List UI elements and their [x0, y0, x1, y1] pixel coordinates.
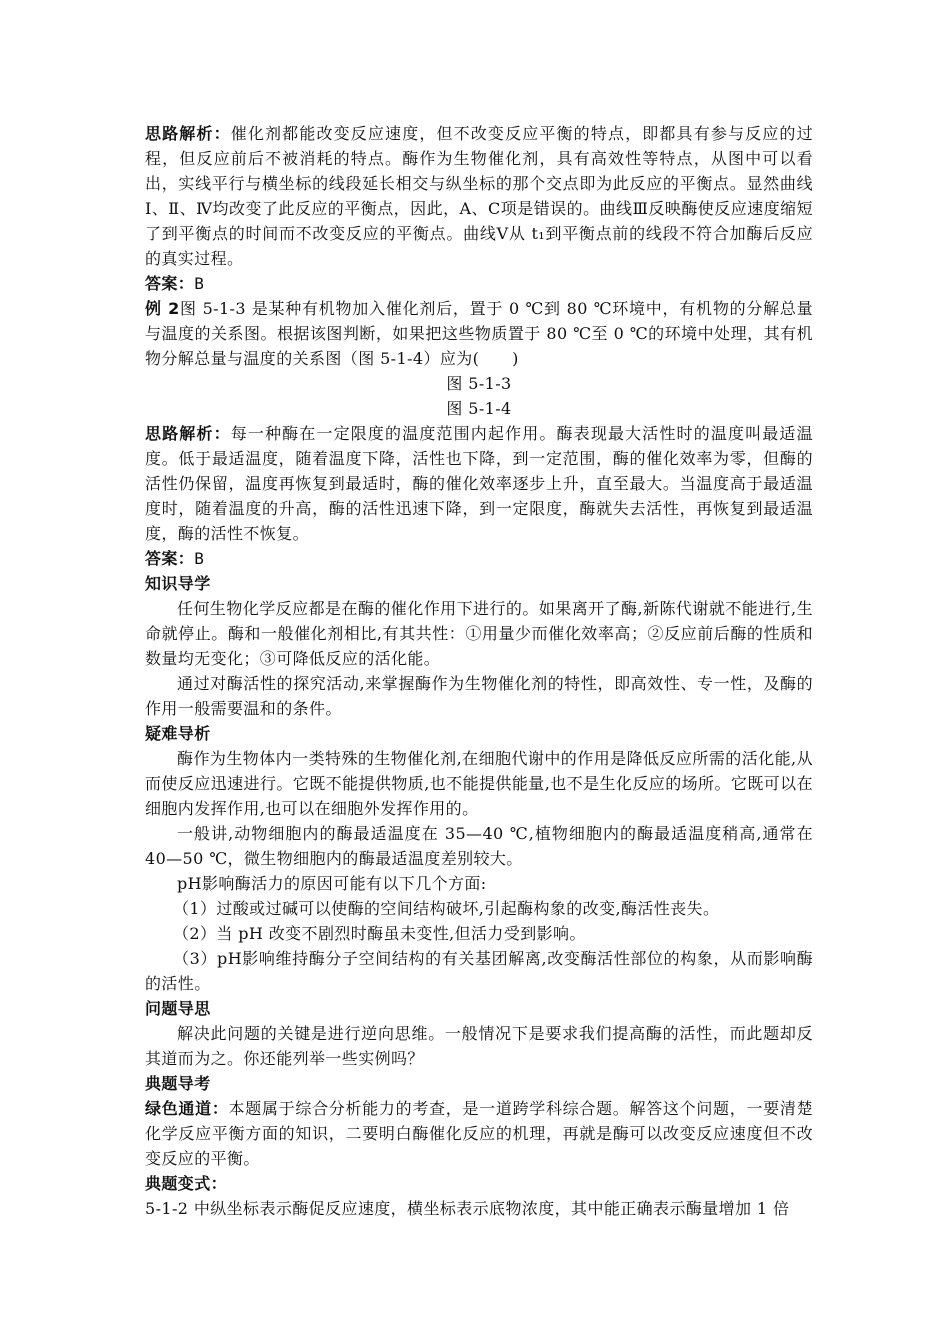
body-paragraph: 通过对酶活性的探究活动,来掌握酶作为生物催化剂的特性，即高效性、专一性，及酶的作用一般需要温和的条件。 — [145, 674, 813, 718]
answer-line-1 — [145, 271, 813, 296]
example-2-paragraph — [145, 296, 813, 371]
body-paragraph: 解决此问题的关键是进行逆向思维。一般情况下是要求我们提高酶的活性，而此题却反其道而为之。你还能列举一些实例吗？ — [145, 1024, 813, 1068]
answer-label: 答案： — [145, 549, 195, 568]
figure-caption-5-1-4: 图 5-1-4 — [446, 399, 512, 418]
example-label: 例 2 — [145, 299, 180, 318]
analysis-label: 思路解析： — [145, 424, 231, 443]
green-channel-text: 本题属于综合分析能力的考查，是一道跨学科综合题。解答这个问题，一要清楚化学反应平衡方面的知识，二要明白酶催化反应的机理，再就是酶可以改变反应速度但不改变反应的平衡。 — [145, 1099, 813, 1168]
document-page — [145, 121, 813, 1221]
green-channel-paragraph — [145, 1096, 813, 1171]
answer-label: 答案： — [145, 274, 195, 293]
body-paragraph: pH影响酶活力的原因可能有以下几个方面: — [177, 874, 487, 893]
section-heading-wenti: 问题导思 — [145, 999, 211, 1018]
answer-value: B — [194, 274, 205, 293]
example-text: 图 5-1-3 是某种有机物加入催化剂后，置于 0 ℃到 80 ℃环境中，有机物的分解总量与温度的关系图。根据该图判断，如果把这些物质置于 80 ℃至 0 ℃的环境中处理，其有机物分解总量与温度的关系图（图 5-1-4）应为( ) — [145, 299, 813, 368]
section-heading-zhishi: 知识导学 — [145, 574, 211, 593]
green-channel-label: 绿色通道： — [145, 1099, 229, 1118]
variant-question-text: 5-1-2 中纵坐标表示酶促反应速度，横坐标表示底物浓度，其中能正确表示酶量增加 1 倍 — [145, 1199, 790, 1218]
list-item: （3）pH影响维持酶分子空间结构的有关基团解离,改变酶活性部位的构象，从而影响酶的活性。 — [145, 949, 813, 993]
list-item: （2）当 pH 改变不剧烈时酶虽未变性,但活力受到影响。 — [173, 924, 586, 943]
analysis-paragraph-2 — [145, 421, 813, 546]
answer-value: B — [194, 549, 205, 568]
analysis-text: 每一种酶在一定限度的温度范围内起作用。酶表现最大活性时的温度叫最适温度。低于最适温度，随着温度下降，活性也下降，到一定范围，酶的催化效率为零，但酶的活性仍保留，温度再恢复到最适时，酶的催化效率逐步上升，直至最大。当温度高于最适温度时，随着温度的升高，酶的活性迅速下降，到一定限度，酶就失去活性，再恢复到最适温度，酶的活性不恢复。 — [145, 424, 813, 543]
section-heading-yinan: 疑难导析 — [145, 724, 211, 743]
body-paragraph: 一般讲,动物细胞内的酶最适温度在 35—40 ℃,植物细胞内的酶最适温度稍高,通常在 40—50 ℃，微生物细胞内的酶最适温度差别较大。 — [145, 824, 813, 868]
figure-caption-5-1-3: 图 5-1-3 — [446, 374, 512, 393]
body-paragraph: 酶作为生物体内一类特殊的生物催化剂,在细胞代谢中的作用是降低反应所需的活化能,从而使反应迅速进行。它既不能提供物质,也不能提供能量,也不是生化反应的场所。它既可以在细胞内发挥作用,也可以在细胞外发挥作用的。 — [145, 749, 813, 818]
analysis-text: 催化剂都能改变反应速度，但不改变反应平衡的特点，即都具有参与反应的过程，但反应前后不被消耗的特点。酶作为生物催化剂，具有高效性等特点，从图中可以看出，实线平行与横坐标的线段延长相交与纵坐标的那个交点即为此反应的平衡点。显然曲线Ⅰ、Ⅱ、Ⅳ均改变了此反应的平衡点，因此，A、C项是错误的。曲线Ⅲ反映酶使反应速度缩短了到平衡点的时间而不改变反应的平衡点。曲线Ⅴ从 t₁到平衡点前的线段不符合加酶后反应的真实过程。 — [145, 124, 813, 268]
analysis-label: 思路解析： — [145, 124, 231, 143]
answer-line-2 — [145, 546, 813, 571]
body-paragraph: 任何生物化学反应都是在酶的催化作用下进行的。如果离开了酶,新陈代谢就不能进行,生命就停止。酶和一般催化剂相比,有其共性：①用量少而催化效率高；②反应前后酶的性质和数量均无变化；③可降低反应的活化能。 — [145, 599, 813, 668]
analysis-paragraph-1 — [145, 121, 813, 271]
section-heading-diantikao: 典题导考 — [145, 1074, 211, 1093]
list-item: （1）过酸或过碱可以使酶的空间结构破坏,引起酶构象的改变,酶活性丧失。 — [173, 899, 720, 918]
section-heading-bianshi: 典题变式： — [145, 1174, 228, 1193]
